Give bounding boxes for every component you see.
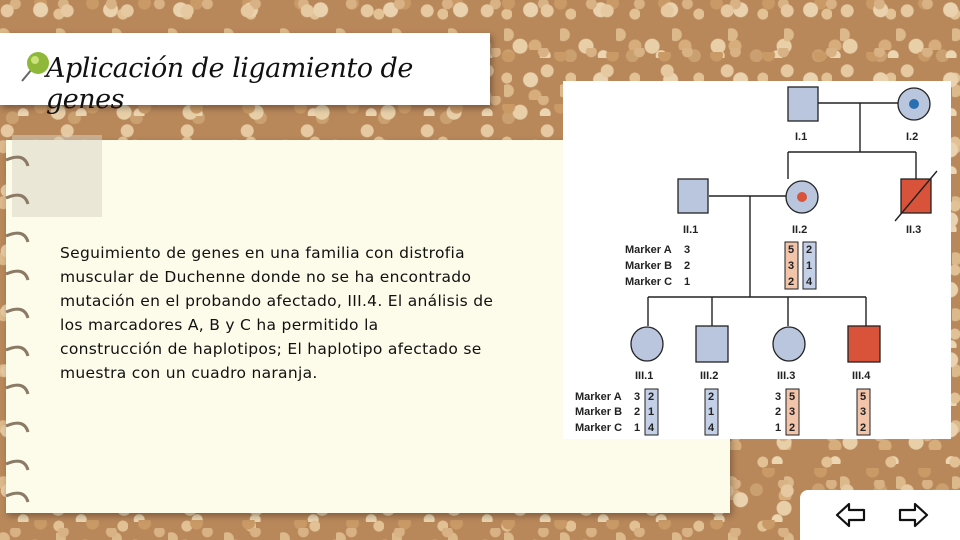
haplotype-value: 3: [634, 391, 641, 403]
label-iii1: III.1: [635, 370, 654, 382]
haplotype-value: 2: [806, 244, 813, 256]
pedigree-figure: [563, 81, 951, 439]
ii1-marker-table: [625, 244, 690, 288]
slide-title: Aplicación de ligamiento de genes: [46, 53, 413, 115]
individual-iii4: [848, 326, 880, 362]
marker-label: Marker B: [625, 260, 673, 272]
label-iii2: III.2: [700, 370, 719, 382]
spiral-binding: [0, 150, 32, 510]
slide-body-text: Seguimiento de genes en una familia con distrofia muscular de Duchenne donde no se ha encontrado mutación en el probando afectado, III.4. El análisis de los marcadores A, B y C ha permitido la construcción de haplotipos; El haplotipo afectado se muestra con un cuadro naranja.: [60, 244, 494, 382]
haplotype-value: 3: [788, 260, 795, 272]
slide-navigation: [800, 490, 960, 540]
individual-iii1: [631, 327, 663, 361]
marker-label: Marker B: [575, 406, 623, 418]
individual-i1: [788, 87, 818, 121]
label-iii3: III.3: [777, 370, 796, 382]
carrier-dot-ii2: [797, 192, 807, 202]
marker-value: 3: [684, 244, 691, 256]
marker-value: 1: [684, 276, 691, 288]
individual-iii2: [696, 326, 728, 362]
haplotype-value: 2: [634, 406, 641, 418]
haplotype-value: 2: [789, 422, 796, 434]
haplotype-value: 4: [806, 276, 813, 288]
haplotype-value: 1: [806, 260, 813, 272]
pedigree-diagram: [563, 81, 951, 439]
haplotype-value: 1: [775, 422, 782, 434]
iii-marker-labels: [575, 391, 622, 434]
haplotype-value: 1: [648, 406, 655, 418]
arrow-right-icon[interactable]: [896, 500, 930, 530]
label-iii4: III.4: [852, 370, 871, 382]
haplotype-value: 4: [648, 422, 655, 434]
haplotype-value: 2: [648, 391, 655, 403]
haplotype-value: 3: [775, 391, 782, 403]
label-ii3: II.3: [906, 224, 922, 236]
marker-label: Marker A: [575, 391, 622, 403]
individual-iii3: [773, 327, 805, 361]
marker-label: Marker A: [625, 244, 672, 256]
haplotype-value: 2: [775, 406, 782, 418]
label-i2: I.2: [906, 131, 919, 143]
haplotype-value: 5: [860, 391, 867, 403]
haplotype-value: 1: [708, 406, 715, 418]
title-bar: [0, 33, 490, 115]
haplotype-value: 3: [860, 406, 867, 418]
individual-ii1: [678, 179, 708, 213]
arrow-left-icon[interactable]: [834, 500, 868, 530]
haplotype-value: 2: [708, 391, 715, 403]
label-ii1: II.1: [683, 224, 699, 236]
carrier-dot-i2: [909, 99, 919, 109]
haplotype-value: 1: [634, 422, 641, 434]
haplotype-value: 2: [788, 276, 795, 288]
haplotype-value: 4: [708, 422, 715, 434]
haplotype-value: 2: [860, 422, 867, 434]
label-ii2: II.2: [792, 224, 808, 236]
marker-label: Marker C: [625, 276, 673, 288]
haplotype-value: 5: [788, 244, 795, 256]
haplotype-value: 5: [789, 391, 796, 403]
label-i1: I.1: [795, 131, 808, 143]
marker-value: 2: [684, 260, 691, 272]
marker-label: Marker C: [575, 422, 623, 434]
haplotype-value: 3: [789, 406, 796, 418]
